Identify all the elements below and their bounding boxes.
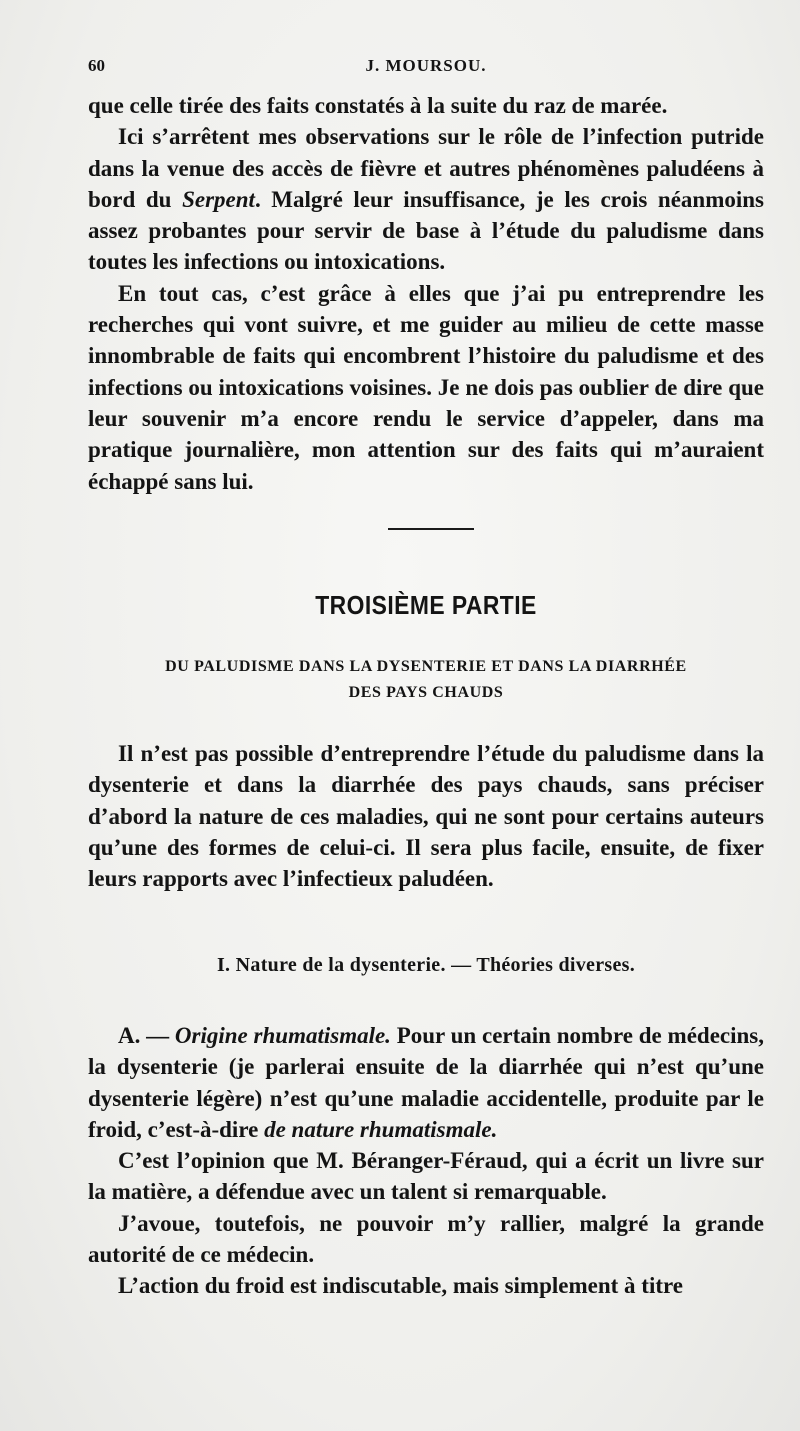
subsection-label: A. — <box>118 1023 175 1048</box>
paragraph-text: Ici s’arrêtent mes observations sur le rôle de l’infection putride dans la venue des accès de fièvre et autres phénomènes paludéens à bord du <box>88 124 764 212</box>
running-head: J. MOURSOU. <box>365 56 487 75</box>
paragraph: que celle tirée des faits constatés à la suite du raz de marée. <box>88 93 668 118</box>
subsection-title: Origine rhumatismale. <box>174 1023 391 1048</box>
section-heading: I. Nature de la dysenterie. — Théories diverses. <box>216 954 636 976</box>
opening-text <box>88 90 764 497</box>
part-title: TROISIÈME PARTIE <box>315 590 537 620</box>
paragraph-text: Pour un certain nombre de médecins, la dysenterie (je parlerai ensuite de la diarrhée qui n’est qu’une dysenterie légère) n’est qu’une maladie accidentelle, produite par le froid, c’est-à-dire <box>88 1023 764 1142</box>
introduction-text <box>88 738 764 894</box>
paragraph <box>88 121 764 277</box>
emphasis-text: de nature rhumatismale. <box>264 1116 498 1142</box>
page-header <box>88 56 764 86</box>
paragraph: J’avoue, toutefois, ne pouvoir m’y rallier, malgré la grande autorité de ce médecin. <box>88 1210 764 1268</box>
part-subtitle-line: DES PAYS CHAUDS <box>348 684 504 701</box>
section-divider <box>388 528 474 530</box>
part-subtitle <box>88 654 764 706</box>
section-text <box>88 1020 764 1302</box>
paragraph-text: . Malgré leur insuffisance, je les crois néanmoins assez probantes pour servir de base à l’étude du paludisme dans toutes les infections ou intoxications. <box>88 186 764 275</box>
paragraph <box>88 1020 764 1145</box>
ship-name: Serpent <box>182 186 255 212</box>
paragraph: L’action du froid est indiscutable, mais simplement à titre <box>118 1273 684 1299</box>
paragraph: En tout cas, c’est grâce à elles que j’ai pu entreprendre les recherches qui vont suivre, et me guider au milieu de cette masse innombrable de faits qui encombrent l’histoire du paludisme et des infections ou intoxications voisines. Je ne dois pas oublier de dire que leur souvenir m’a encore rendu le service d’appeler, dans ma pratique journalière, mon attention sur des faits qui m’auraient échappé sans lui. <box>88 280 764 494</box>
page-number: 60 <box>88 56 105 75</box>
part-subtitle-line: DU PALUDISME DANS LA DYSENTERIE ET DANS LA DIARRHÉE <box>165 658 687 675</box>
paragraph: Il n’est pas possible d’entreprendre l’étude du paludisme dans la dysenterie et dans la diarrhée des pays chauds, sans préciser d’abord la nature de ces maladies, qui ne sont pour certains auteurs qu’une des formes de celui-ci. Il sera plus facile, ensuite, de fixer leurs rapports avec l’infectieux paludéen. <box>88 741 764 892</box>
paragraph: C’est l’opinion que M. Béranger-Féraud, qui a écrit un livre sur la matière, a défendue avec un talent si remarquable. <box>88 1148 764 1205</box>
